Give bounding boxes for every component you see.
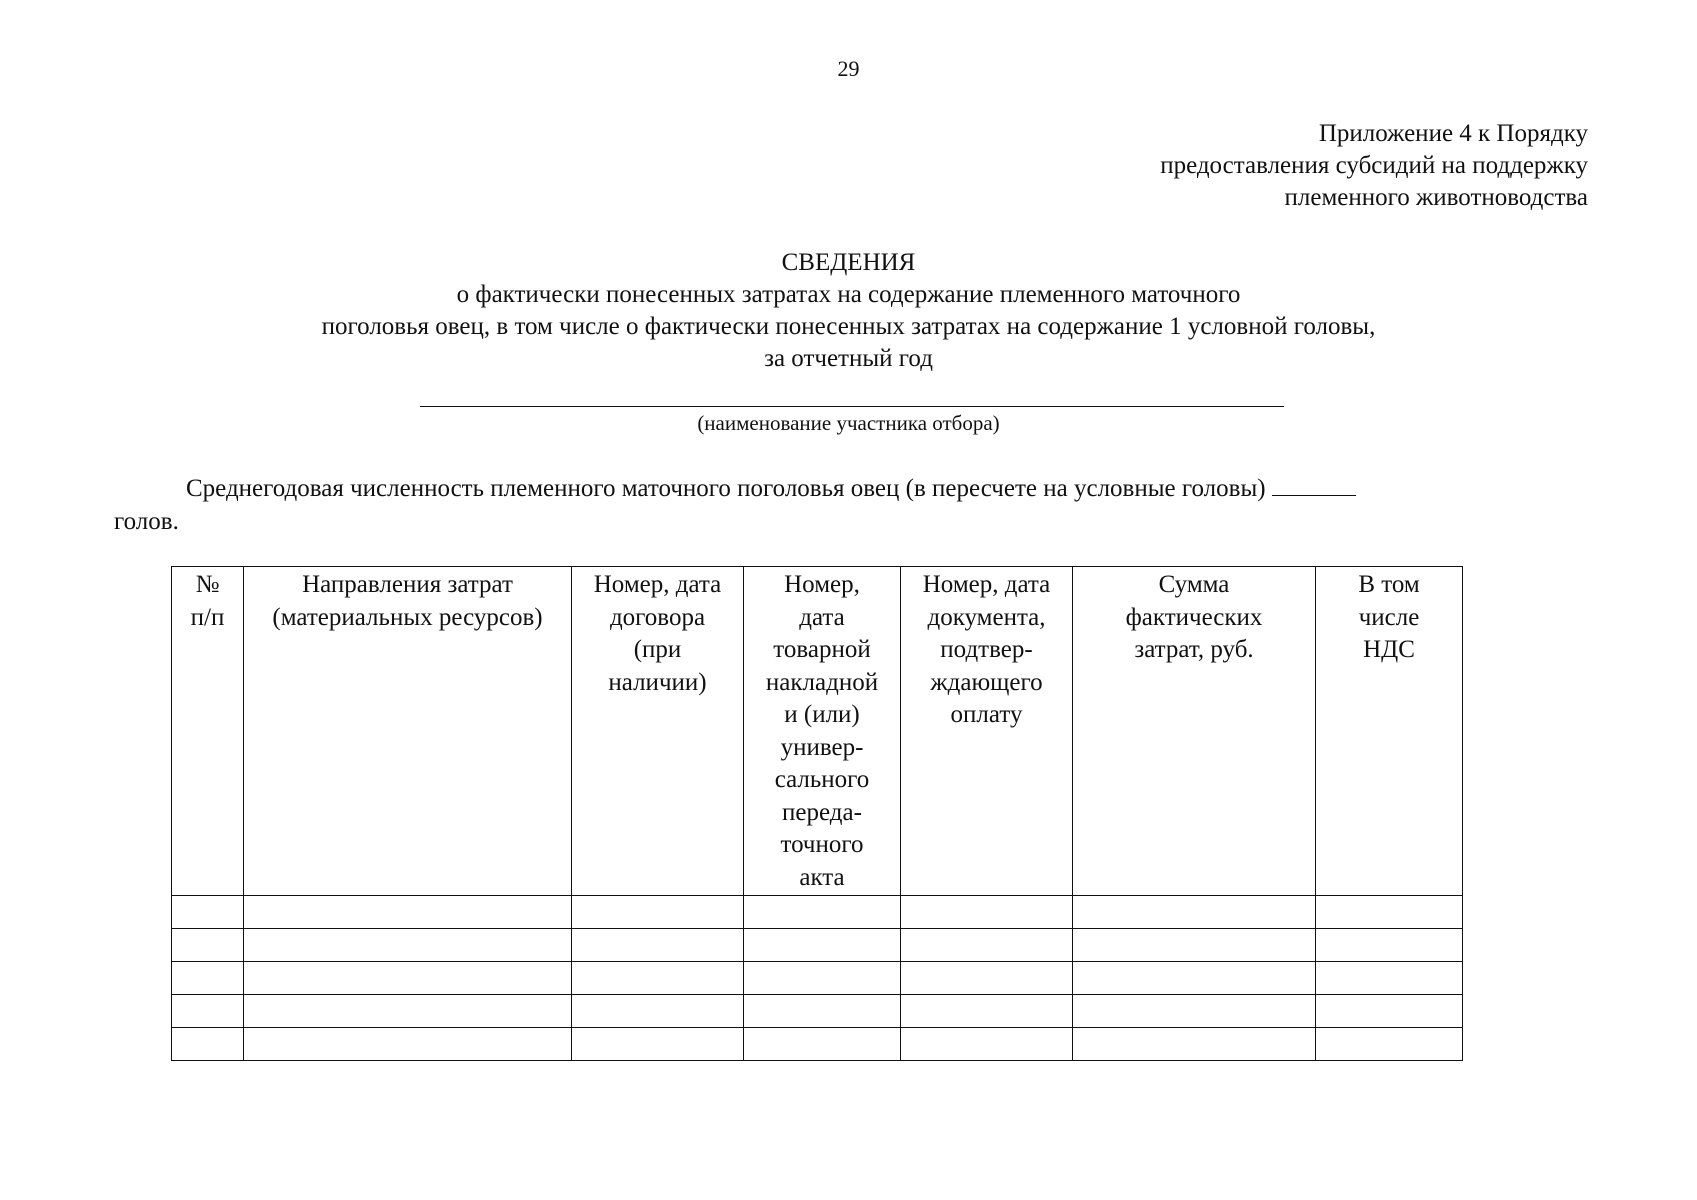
livestock-count-text: Среднегодовая численность племенного маточного поголовья овец (в пересчете на условные головы) xyxy=(186,475,1266,502)
table-cell[interactable] xyxy=(572,962,744,995)
table-cell[interactable] xyxy=(901,995,1073,1028)
header-line: № xyxy=(195,571,220,598)
table-cell[interactable] xyxy=(172,896,244,929)
table-cell[interactable] xyxy=(1073,995,1316,1028)
header-line: ждающего xyxy=(930,668,1043,696)
livestock-count-blank[interactable] xyxy=(1272,473,1356,496)
table-row xyxy=(172,1028,1463,1061)
table-cell[interactable] xyxy=(1073,1028,1316,1061)
header-line: В том xyxy=(1358,571,1420,598)
costs-table xyxy=(171,566,1463,1061)
title-heading: СВЕДЕНИЯ xyxy=(781,249,916,276)
header-line: сального xyxy=(774,766,870,793)
page-number: 29 xyxy=(837,56,860,81)
header-line: Номер, дата xyxy=(593,571,722,598)
title-line: о фактически понесенных затратах на содержание племенного маточного xyxy=(456,281,1241,308)
header-line: договора xyxy=(609,603,706,631)
table-cell[interactable] xyxy=(244,1028,572,1061)
table-cell[interactable] xyxy=(901,962,1073,995)
livestock-count-unit: голов. xyxy=(114,508,179,535)
table-cell[interactable] xyxy=(244,896,572,929)
table-cell[interactable] xyxy=(901,1028,1073,1061)
header-line: оплату xyxy=(950,701,1023,728)
table-cell[interactable] xyxy=(1073,929,1316,962)
table-cell[interactable] xyxy=(244,962,572,995)
table-cell[interactable] xyxy=(744,896,901,929)
appendix-line: племенного животноводства xyxy=(1284,184,1588,211)
participant-name-field[interactable] xyxy=(420,406,1284,407)
table-cell[interactable] xyxy=(172,995,244,1028)
participant-name-caption: (наименование участника отбора) xyxy=(697,411,1000,435)
header-line: переда- xyxy=(782,798,862,826)
table-cell[interactable] xyxy=(1073,896,1316,929)
header-line: затрат, руб. xyxy=(1134,636,1254,663)
header-line: точного xyxy=(780,831,864,858)
header-actual-sum xyxy=(1073,567,1316,896)
header-line: универ- xyxy=(780,733,864,761)
table-cell[interactable] xyxy=(572,896,744,929)
header-line: фактических xyxy=(1125,603,1263,631)
table-cell[interactable] xyxy=(172,929,244,962)
table-cell[interactable] xyxy=(244,929,572,962)
appendix-line: Приложение 4 к Порядку xyxy=(1318,120,1588,147)
header-line: дата xyxy=(799,603,845,631)
table-cell[interactable] xyxy=(572,929,744,962)
header-invoice xyxy=(744,567,901,896)
header-line: товарной xyxy=(773,636,871,663)
table-cell[interactable] xyxy=(744,962,901,995)
header-line: наличии) xyxy=(608,668,707,696)
table-cell[interactable] xyxy=(172,1028,244,1061)
header-line: подтвер- xyxy=(940,636,1033,663)
header-line: акта xyxy=(799,863,845,891)
table-row xyxy=(172,896,1463,929)
table-cell[interactable] xyxy=(1316,995,1463,1028)
table-cell[interactable] xyxy=(901,929,1073,962)
table-cell[interactable] xyxy=(901,896,1073,929)
header-line: и (или) xyxy=(784,701,860,728)
table-cell[interactable] xyxy=(1316,1028,1463,1061)
table-cell[interactable] xyxy=(244,995,572,1028)
table-cell[interactable] xyxy=(744,995,901,1028)
table-cell[interactable] xyxy=(172,962,244,995)
document-title xyxy=(0,247,1697,375)
header-line: накладной xyxy=(765,668,879,696)
header-line: Сумма xyxy=(1158,571,1230,598)
table-cell[interactable] xyxy=(1073,962,1316,995)
table-cell[interactable] xyxy=(744,1028,901,1061)
table-cell[interactable] xyxy=(1316,962,1463,995)
header-payment-doc xyxy=(901,567,1073,896)
title-line: поголовья овец, в том числе о фактически понесенных затратах на содержание 1 условной головы, xyxy=(321,313,1376,340)
header-number xyxy=(172,567,244,896)
appendix-line: предоставления субсидий на поддержку xyxy=(1160,152,1588,179)
header-line: (материальных ресурсов) xyxy=(272,603,543,631)
table-body xyxy=(172,896,1463,1061)
table-cell[interactable] xyxy=(572,995,744,1028)
table-cell[interactable] xyxy=(744,929,901,962)
table-row xyxy=(172,995,1463,1028)
table-row xyxy=(172,962,1463,995)
livestock-count-paragraph xyxy=(114,472,1514,538)
header-line: НДС xyxy=(1363,636,1415,663)
title-line: за отчетный год xyxy=(764,345,933,372)
header-line: (при xyxy=(633,636,682,663)
header-line: п/п xyxy=(190,603,225,631)
header-line: Номер, дата xyxy=(922,571,1051,598)
table-header-row xyxy=(172,567,1463,896)
table-row xyxy=(172,929,1463,962)
header-contract xyxy=(572,567,744,896)
appendix-reference xyxy=(1160,118,1588,214)
header-line: числе xyxy=(1358,603,1420,631)
header-line: документа, xyxy=(927,603,1046,631)
header-line: Направления затрат xyxy=(302,571,513,598)
table-cell[interactable] xyxy=(572,1028,744,1061)
header-line: Номер, xyxy=(784,571,860,598)
table-cell[interactable] xyxy=(1316,929,1463,962)
header-vat xyxy=(1316,567,1463,896)
table-cell[interactable] xyxy=(1316,896,1463,929)
header-cost-direction xyxy=(244,567,572,896)
